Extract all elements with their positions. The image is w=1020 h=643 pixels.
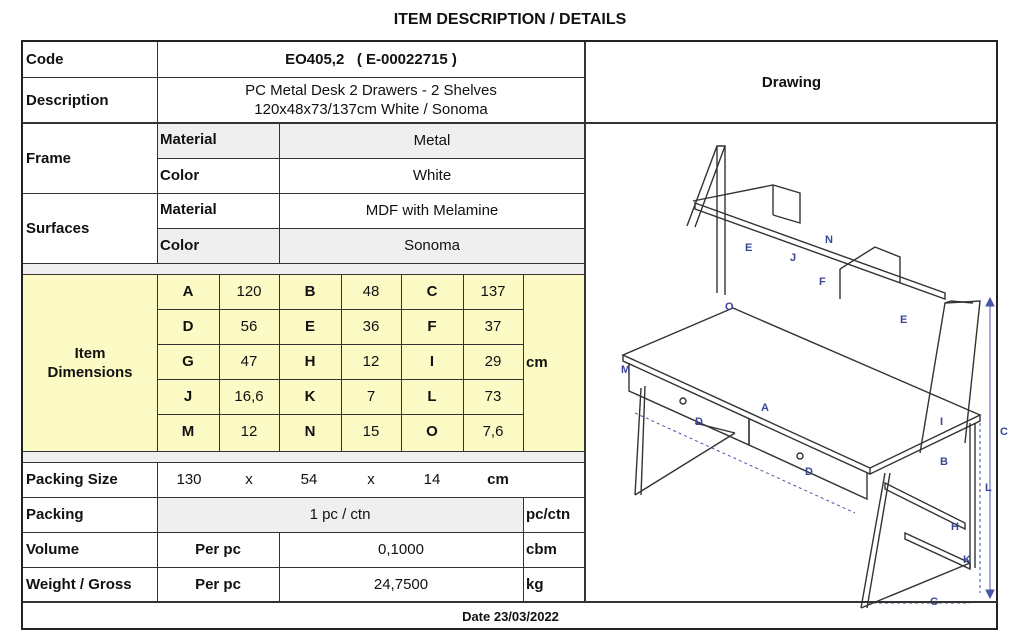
drawing-letter-j: J <box>790 252 797 264</box>
surfaces-material-label: Material <box>160 201 217 218</box>
dimension-key: E <box>304 318 315 335</box>
dimension-value: 16,6 <box>234 388 264 405</box>
dimension-key: D <box>182 318 194 335</box>
packing-size-height: 14 <box>423 471 441 488</box>
frame-material-label: Material <box>157 123 279 158</box>
packing-unit: pc/ctn <box>526 506 571 523</box>
drawing-letter-n: N <box>825 234 833 246</box>
dimensions-label-line-1: Item <box>74 344 106 362</box>
dimension-key: A <box>182 283 194 300</box>
dimension-value: 36 <box>362 318 380 335</box>
dimension-value: 56 <box>240 318 258 335</box>
dimension-key: G <box>182 353 194 370</box>
dimension-key: J <box>183 388 193 405</box>
surfaces-label: Surfaces <box>26 219 90 237</box>
drawing-label: Drawing <box>761 74 822 91</box>
frame-color-value: White <box>412 167 452 184</box>
dimension-value: 48 <box>362 283 380 300</box>
packing-size-x2: x <box>367 471 375 488</box>
dimension-value: 37 <box>484 318 502 335</box>
document-title: ITEM DESCRIPTION / DETAILS <box>393 11 627 28</box>
dimensions-label <box>23 274 157 451</box>
dimension-key: H <box>304 353 316 370</box>
dimension-key: K <box>304 388 316 405</box>
packing-size-label: Packing Size <box>26 471 118 488</box>
code-label: Code <box>26 51 64 68</box>
description-value <box>157 77 585 123</box>
weight-per: Per pc <box>195 576 241 593</box>
dimension-value: 73 <box>484 388 502 405</box>
volume-unit: cbm <box>526 541 557 558</box>
dimensions-unit: cm <box>526 354 548 371</box>
weight-unit: kg <box>526 576 544 593</box>
dimension-value: 12 <box>240 423 258 440</box>
surfaces-color-label: Color <box>157 228 279 263</box>
packing-label: Packing <box>26 506 84 523</box>
dimension-key: M <box>181 423 195 440</box>
volume-per: Per pc <box>195 541 241 558</box>
dimension-key: I <box>429 353 435 370</box>
dimension-key: N <box>304 423 316 440</box>
drawing-letter-o: O <box>725 301 734 313</box>
drawing-letter-i: I <box>940 416 944 428</box>
drawing-letter-b: B <box>940 456 948 468</box>
drawing-letter-e-1: E <box>745 242 753 254</box>
code-value: EO405,2 ( E-00022715 ) <box>285 51 457 68</box>
packing-value: 1 pc / ctn <box>157 497 523 532</box>
dimension-value: 120 <box>236 283 262 300</box>
surfaces-material-value: MDF with Melamine <box>365 202 499 219</box>
drawing-letter-d-1: D <box>695 416 703 428</box>
spacer-row-2 <box>23 451 585 462</box>
packing-size-width: 54 <box>300 471 318 488</box>
spacer-row <box>23 263 585 274</box>
description-label: Description <box>26 91 109 109</box>
drawing-letter-m: M <box>621 364 631 376</box>
details-table <box>21 40 1008 630</box>
date-footer: Date 23/03/2022 <box>462 608 559 624</box>
packing-size-x1: x <box>245 471 253 488</box>
packing-size-unit: cm <box>487 471 509 488</box>
drawing-letter-c: C <box>1000 426 1008 438</box>
dimension-value: 7 <box>366 388 376 405</box>
drawing-letter-f: F <box>819 276 826 288</box>
dimension-value: 12 <box>362 353 380 370</box>
surfaces-color-value: Sonoma <box>279 228 585 263</box>
dimension-key: L <box>427 388 437 405</box>
frame-label: Frame <box>26 149 72 167</box>
drawing-letter-k: K <box>963 554 971 566</box>
volume-label: Volume <box>26 541 80 558</box>
packing-size-length: 130 <box>176 471 202 488</box>
drawing-letter-h: H <box>951 521 959 533</box>
dimensions-label-line-2: Dimensions <box>47 363 133 381</box>
drawing-letter-l: L <box>985 482 992 494</box>
description-line-1: PC Metal Desk 2 Drawers - 2 Shelves <box>245 82 497 99</box>
dimension-key: O <box>426 423 438 440</box>
drawing-letter-d-2: D <box>805 466 813 478</box>
description-line-2: 120x48x73/137cm White / Sonoma <box>254 101 488 118</box>
dimension-value: 15 <box>362 423 380 440</box>
frame-color-label: Color <box>160 167 200 184</box>
frame-material-value: Metal <box>279 123 585 158</box>
dimension-value: 7,6 <box>482 423 504 440</box>
volume-value: 0,1000 <box>378 541 424 558</box>
dimension-key: C <box>426 283 438 300</box>
dimension-value: 29 <box>484 353 502 370</box>
dimension-key: B <box>304 283 316 300</box>
weight-value: 24,7500 <box>373 576 429 593</box>
drawing-letter-e-2: E <box>900 314 908 326</box>
dimension-value: 47 <box>240 353 258 370</box>
dimension-key: F <box>427 318 437 335</box>
desk-drawing <box>585 123 1008 602</box>
dimension-value: 137 <box>480 283 506 300</box>
weight-label: Weight / Gross <box>26 576 132 593</box>
drawing-letter-a: A <box>761 402 769 414</box>
